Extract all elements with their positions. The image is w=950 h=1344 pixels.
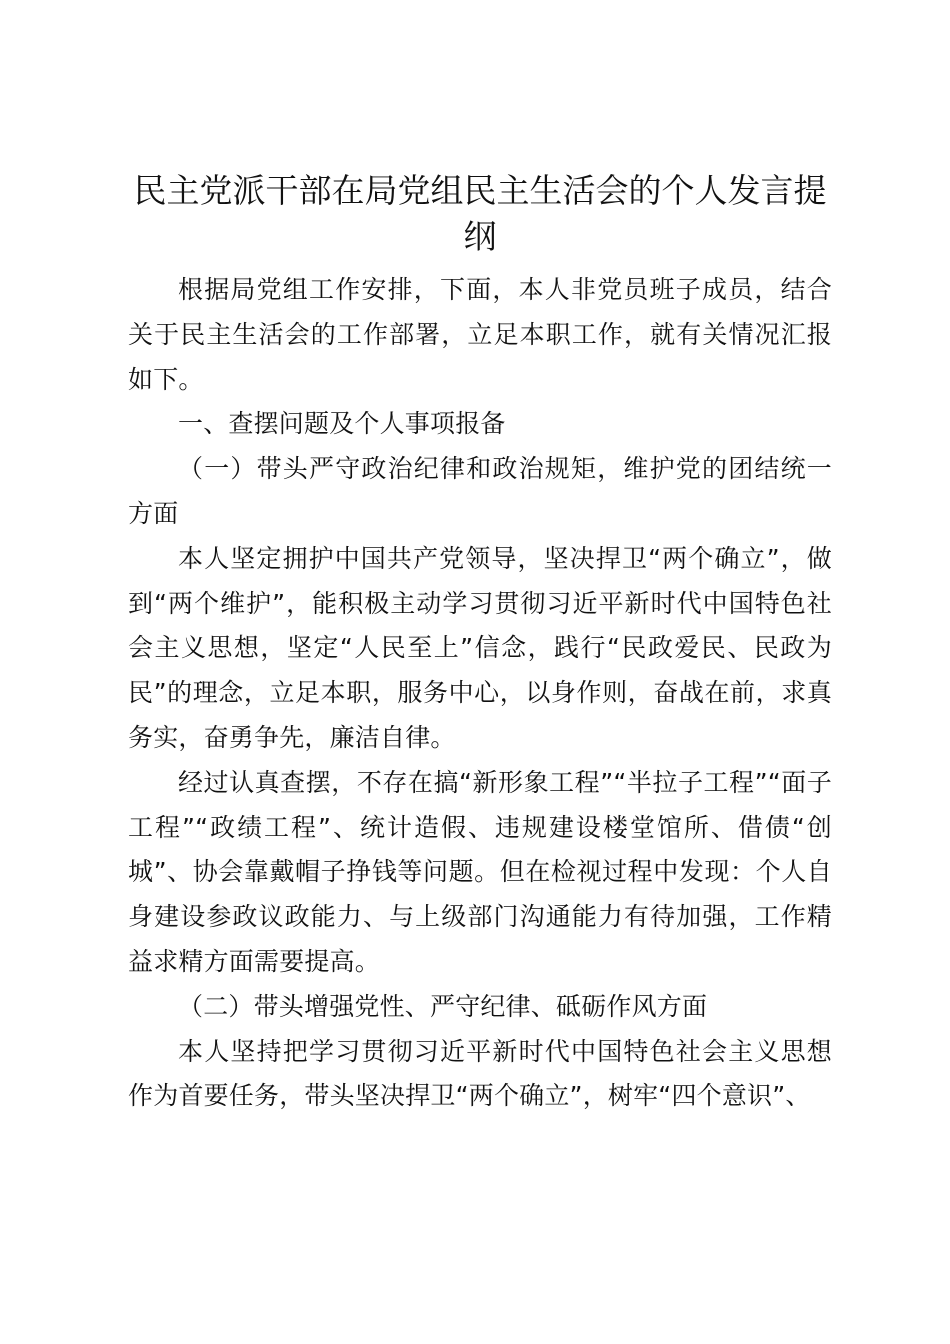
document-body	[128, 168, 832, 1119]
section-heading-1: 一、查摆问题及个人事项报备	[178, 409, 506, 439]
paragraph-body-2: 经过认真查摆，不存在搞“新形象工程”“半拉子工程”“面子工程”“政绩工程”、统计造假、违规建设楼堂馆所、借债“创城”、协会靠戴帽子挣钱等问题。但在检视过程中发现：个人自身建设参政议政能力、与上级部门沟通能力有待加强，工作精益求精方面需要提高。	[128, 767, 832, 976]
document-title: 民主党派干部在局党组民主生活会的个人发言提纲	[133, 171, 827, 256]
subsection-heading-2: （二）带头增强党性、严守纪律、砥砺作风方面	[178, 991, 708, 1021]
paragraph-body-3: 本人坚持把学习贯彻习近平新时代中国特色社会主义思想作为首要任务，带头坚决捍卫“两个确立”，树牢“四个意识”、	[128, 1036, 832, 1111]
subsection-heading-1: （一）带头严守政治纪律和政治规矩，维护党的团结统一方面	[128, 454, 832, 528]
paragraph-intro: 根据局党组工作安排，下面，本人非党员班子成员，结合关于民主生活会的工作部署，立足本职工作，就有关情况汇报如下。	[128, 275, 832, 394]
paragraph-body-1: 本人坚定拥护中国共产党领导，坚决捍卫“两个确立”，做到“两个维护”，能积极主动学习贯彻习近平新时代中国特色社会主义思想，坚定“人民至上”信念，践行“民政爱民、民政为民”的理念，立足本职，服务中心，以身作则，奋战在前，求真务实，奋勇争先，廉洁自律。	[128, 543, 832, 752]
